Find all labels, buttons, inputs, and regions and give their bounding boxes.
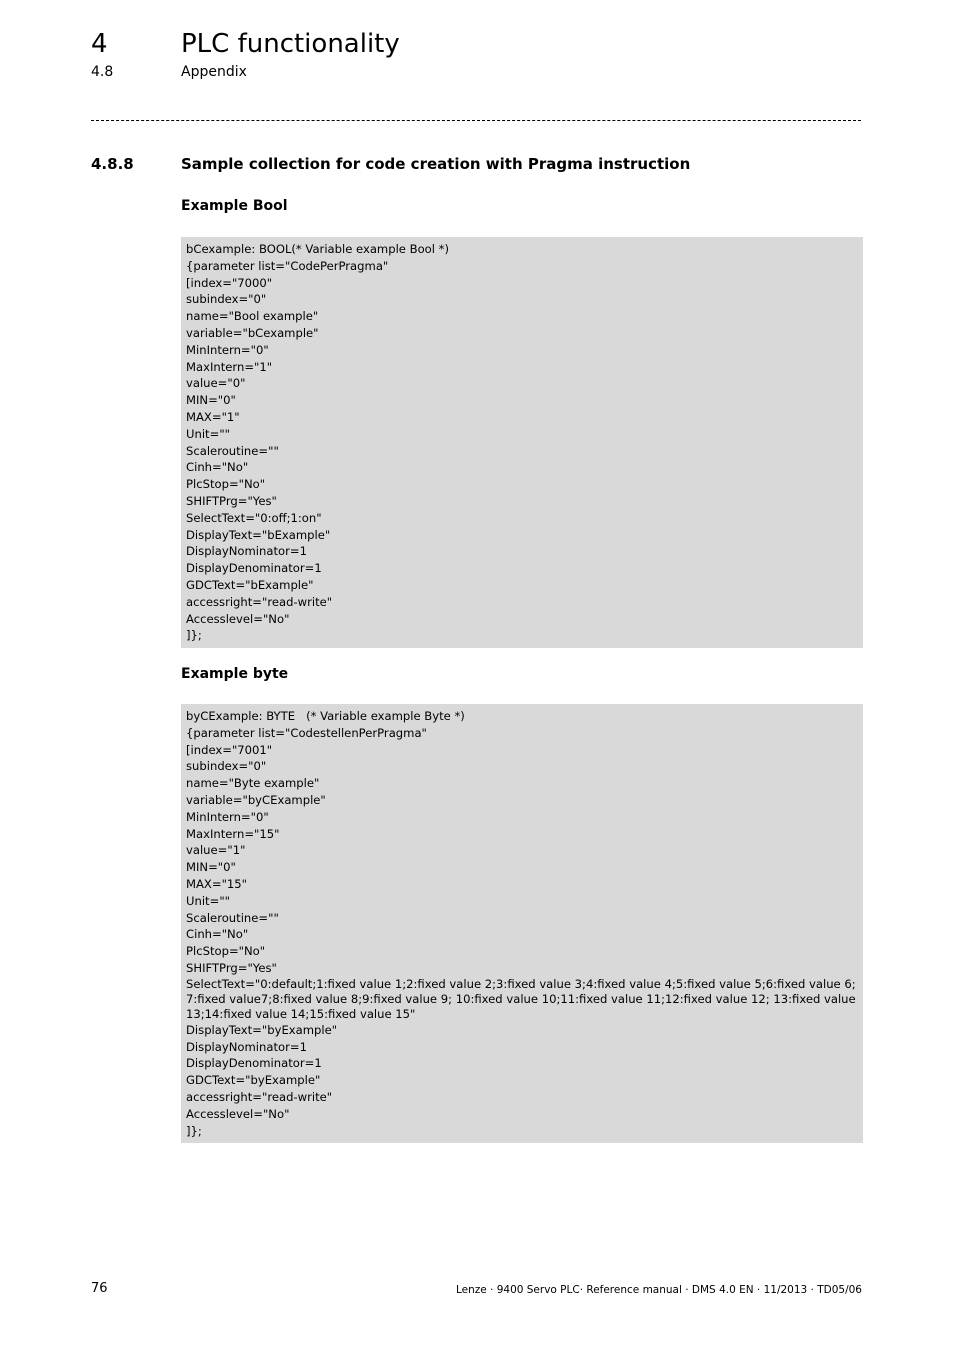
code-line: SelectText="0:off;1:on" xyxy=(186,510,322,525)
code-line: Cinh="No" xyxy=(186,460,249,475)
code-line: [index="7001" xyxy=(186,742,273,757)
code-line: SHIFTPrg="Yes" xyxy=(186,493,277,508)
code-line: Cinh="No" xyxy=(186,927,249,942)
code-line: MinIntern="0" xyxy=(186,809,269,824)
example-byte-code-block xyxy=(181,704,863,1143)
code-line: DisplayText="byExample" xyxy=(186,1022,338,1037)
code-line: SelectText="0:default;1:fixed value 1;2:fixed value 2;3:fixed value 3;4:fixed value 4;5:fixed value 5;6:fixed value 6; 7:fixed value7;8:fixed value 8;9:fixed value 9; 10:fixed value 10;11:fixed value 11;12:fixed value 12; 13:fixed value 13;14:fixed value 14;15:fixed value 15" xyxy=(186,976,856,1021)
code-line: PlcStop="No" xyxy=(186,944,266,959)
code-line: DisplayNominator=1 xyxy=(186,544,307,559)
code-line: DisplayNominator=1 xyxy=(186,1039,307,1054)
section-number: 4.8.8 xyxy=(91,155,134,173)
code-line: MAX="1" xyxy=(186,409,240,424)
code-line: [index="7000" xyxy=(186,275,273,290)
code-line: Scaleroutine="" xyxy=(186,910,279,925)
code-line: variable="bCexample" xyxy=(186,325,319,340)
footer-info: Lenze · 9400 Servo PLC· Reference manual · DMS 4.0 EN · 11/2013 · TD05/06 xyxy=(455,1284,862,1296)
code-line: GDCText="bExample" xyxy=(186,577,314,592)
code-line: Accesslevel="No" xyxy=(186,611,290,626)
code-line: ]}; xyxy=(186,1123,202,1138)
code-line: DisplayDenominator=1 xyxy=(186,561,322,576)
section-title: Sample collection for code creation with Pragma instruction xyxy=(181,155,691,173)
code-line: value="1" xyxy=(186,843,246,858)
chapter-number: 4 xyxy=(91,29,108,59)
subsection-number: 4.8 xyxy=(91,64,114,80)
code-line: MIN="0" xyxy=(186,393,236,408)
code-line: Unit="" xyxy=(186,893,230,908)
code-line: subindex="0" xyxy=(186,759,267,774)
code-line: PlcStop="No" xyxy=(186,477,266,492)
page-number: 76 xyxy=(91,1281,108,1296)
code-line: name="Bool example" xyxy=(186,309,319,324)
code-line: subindex="0" xyxy=(186,292,267,307)
code-line: name="Byte example" xyxy=(186,776,320,791)
dashed-divider xyxy=(91,120,861,121)
code-line: variable="byCExample" xyxy=(186,792,326,807)
code-line: bCexample: BOOL(* Variable example Bool *) xyxy=(186,242,449,256)
code-line: {parameter list="CodestellenPerPragma" xyxy=(186,725,427,740)
code-line: value="0" xyxy=(186,376,246,391)
code-line: DisplayText="bExample" xyxy=(186,527,331,542)
code-line: MIN="0" xyxy=(186,860,236,875)
code-line: accessright="read-write" xyxy=(186,594,333,609)
code-line: MaxIntern="15" xyxy=(186,826,280,841)
code-line: byCExample: BYTE (* Variable example Byte *) xyxy=(186,709,465,723)
example-bool-heading: Example Bool xyxy=(181,198,288,214)
code-line: GDCText="byExample" xyxy=(186,1073,321,1088)
code-line: ]}; xyxy=(186,628,202,643)
code-line: MinIntern="0" xyxy=(186,342,269,357)
code-line: Unit="" xyxy=(186,426,230,441)
chapter-title: PLC functionality xyxy=(181,29,400,59)
code-line: Scaleroutine="" xyxy=(186,443,279,458)
code-line: SHIFTPrg="Yes" xyxy=(186,960,277,975)
code-line: MaxIntern="1" xyxy=(186,359,273,374)
code-line: MAX="15" xyxy=(186,876,248,891)
example-bool-code-block xyxy=(181,237,863,648)
subsection-title: Appendix xyxy=(181,64,247,80)
code-line: {parameter list="CodePerPragma" xyxy=(186,258,389,273)
code-line: accessright="read-write" xyxy=(186,1089,333,1104)
code-line: DisplayDenominator=1 xyxy=(186,1056,322,1071)
example-byte-heading: Example byte xyxy=(181,666,289,682)
code-line: Accesslevel="No" xyxy=(186,1106,290,1121)
